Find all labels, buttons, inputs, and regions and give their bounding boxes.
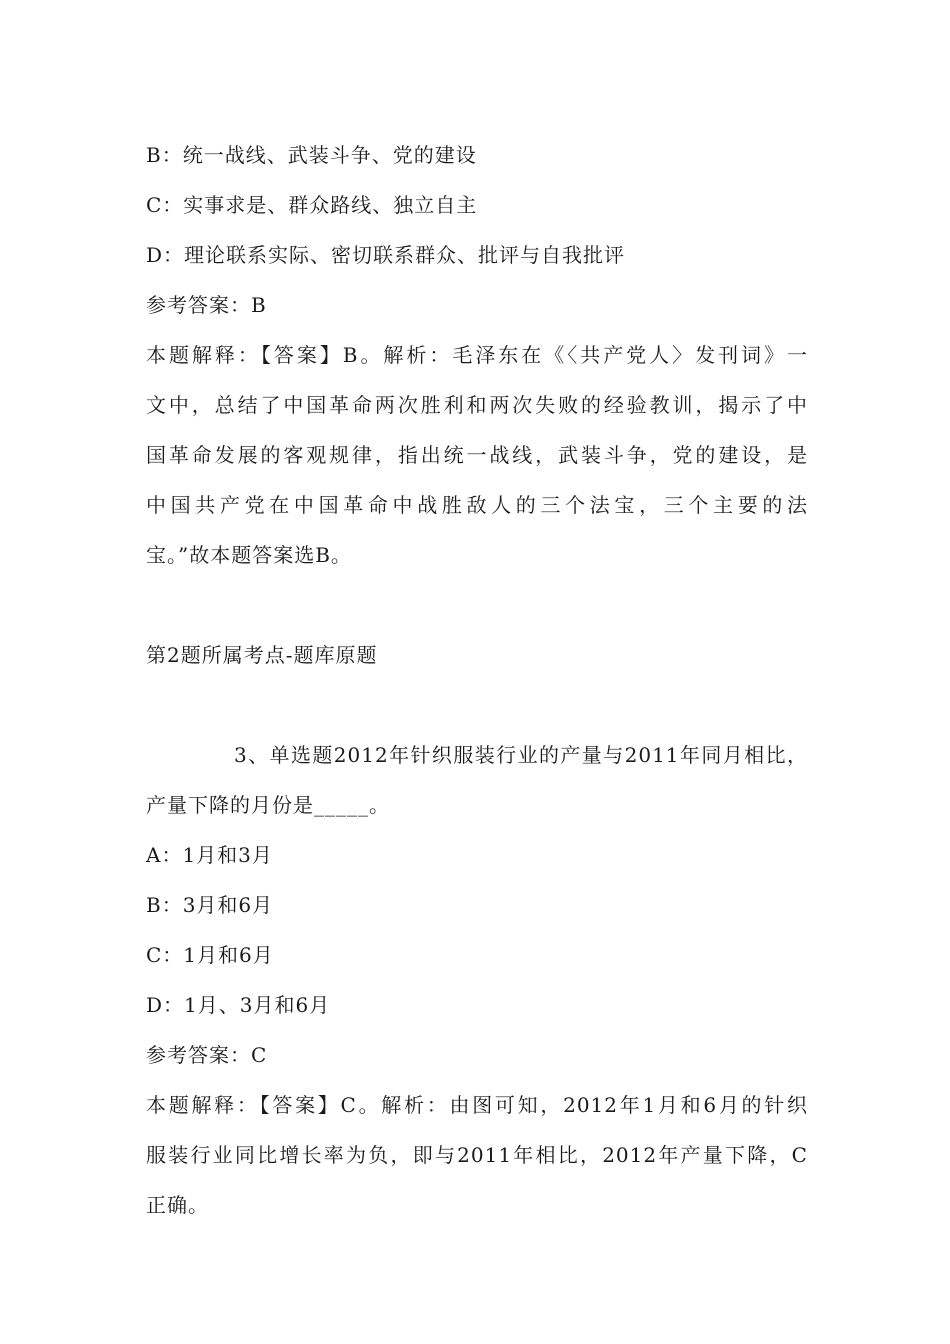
q3-stem-line: 3、单选题2012年针织服装行业的产量与2011年同月相比， xyxy=(234,743,808,767)
q3-stem xyxy=(146,730,808,830)
q3-explanation-line: 本题解释：【答案】C。解析：由图可知，2012年1月和6月的针织 xyxy=(146,1093,808,1117)
spacer xyxy=(146,580,808,630)
q3-option-d: D：1月、3月和6月 xyxy=(146,993,331,1017)
q3-explanation-line: 正确。 xyxy=(146,1193,209,1217)
q3-option-a: A：1月和3月 xyxy=(146,843,273,867)
q2-option-c: C：实事求是、群众路线、独立自主 xyxy=(146,193,478,217)
q3-explanation-line: 服装行业同比增长率为负，即与2011年相比，2012年产量下降，C xyxy=(146,1143,808,1167)
q2-option-d: D：理论联系实际、密切联系群众、批评与自我批评 xyxy=(146,243,626,267)
q2-topic: 第2题所属考点-题库原题 xyxy=(146,643,378,667)
q2-explanation-line: 中国共产党在中国革命中战胜敌人的三个法宝，三个主要的法 xyxy=(146,493,808,517)
q2-option-b: B：统一战线、武装斗争、党的建设 xyxy=(146,143,477,167)
q3-option-b: B：3月和6月 xyxy=(146,893,274,917)
q2-explanation-line: 国革命发展的客观规律，指出统一战线，武装斗争，党的建设，是 xyxy=(146,443,808,467)
spacer xyxy=(146,680,808,730)
q3-answer: 参考答案：C xyxy=(146,1043,268,1067)
q3-option-c: C：1月和6月 xyxy=(146,943,274,967)
q3-stem-line: 产量下降的月份是_____。 xyxy=(146,793,390,817)
q2-answer: 参考答案：B xyxy=(146,293,267,317)
q2-explanation-line: 文中，总结了中国革命两次胜利和两次失败的经验教训，揭示了中 xyxy=(146,393,808,417)
q3-explanation xyxy=(146,1080,808,1230)
q2-explanation xyxy=(146,330,808,580)
document-page xyxy=(146,130,808,1230)
q2-explanation-line: 宝。”故本题答案选B。 xyxy=(146,543,352,567)
q2-explanation-line: 本题解释：【答案】B。解析：毛泽东在《〈共产党人〉发刊词》一 xyxy=(146,343,808,367)
